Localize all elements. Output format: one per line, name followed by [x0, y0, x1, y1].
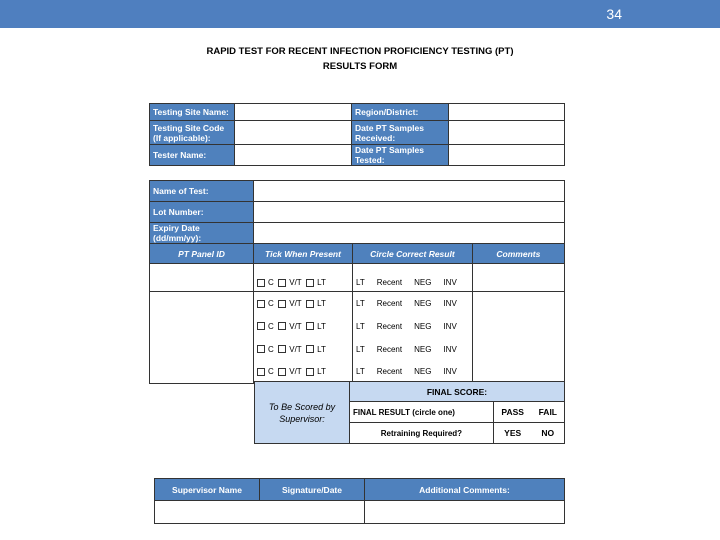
checkbox-vt[interactable]: [278, 368, 286, 376]
checkbox-c[interactable]: [257, 300, 265, 308]
date-received-field[interactable]: [449, 121, 565, 145]
date-received-label: Date PT Samples Received:: [352, 121, 449, 145]
tick-cell: C V/T LT: [254, 292, 353, 315]
checkbox-lt[interactable]: [306, 345, 314, 353]
tester-name-field[interactable]: [235, 145, 352, 166]
no-option[interactable]: NO: [532, 423, 565, 444]
lot-number-label: Lot Number:: [150, 202, 254, 223]
comments-cell[interactable]: [472, 292, 564, 384]
scored-by-supervisor-label: To Be Scored by Supervisor:: [255, 382, 350, 444]
header-bar: [0, 0, 720, 28]
header-tick-when-present: Tick When Present: [254, 244, 353, 264]
table-row: [150, 292, 565, 315]
checkbox-vt[interactable]: [278, 279, 286, 287]
fail-option[interactable]: FAIL: [532, 402, 565, 423]
testing-site-code-label: Testing Site Code (If applicable):: [150, 121, 235, 145]
header-supervisor-name: Supervisor Name: [155, 479, 260, 501]
name-of-test-field[interactable]: [254, 181, 565, 202]
form-subtitle: RESULTS FORM: [322, 61, 398, 72]
header-comments: Comments: [472, 244, 564, 264]
date-tested-label: Date PT Samples Tested:: [352, 145, 449, 166]
tick-cell: C V/T LT: [254, 264, 353, 292]
scoring-table: [254, 381, 565, 444]
checkbox-lt[interactable]: [306, 368, 314, 376]
supervisor-name-signature-field[interactable]: [155, 501, 365, 524]
tester-name-label: Tester Name:: [150, 145, 235, 166]
tick-cell: C V/T LT: [254, 315, 353, 338]
region-district-label: Region/District:: [352, 104, 449, 121]
header-circle-correct-result: Circle Correct Result: [353, 244, 473, 264]
header-additional-comments: Additional Comments:: [365, 479, 565, 501]
tick-cell: C V/T LT: [254, 338, 353, 361]
pass-option[interactable]: PASS: [493, 402, 531, 423]
test-results-table: [149, 180, 565, 384]
final-result-label: FINAL RESULT (circle one): [350, 402, 494, 423]
checkbox-c[interactable]: [257, 279, 265, 287]
header-signature-date: Signature/Date: [260, 479, 365, 501]
date-tested-field[interactable]: [449, 145, 565, 166]
header-pt-panel-id: PT Panel ID: [150, 244, 254, 264]
checkbox-c[interactable]: [257, 345, 265, 353]
final-score-label: FINAL SCORE:: [350, 382, 565, 402]
site-info-table: [149, 103, 565, 166]
testing-site-name-label: Testing Site Name:: [150, 104, 235, 121]
form-title: RAPID TEST FOR RECENT INFECTION PROFICIENCY TESTING (PT): [206, 46, 514, 57]
result-cell[interactable]: LT Recent NEG INV: [353, 361, 473, 384]
additional-comments-field[interactable]: [365, 501, 565, 524]
result-cell[interactable]: LT Recent NEG INV: [353, 338, 473, 361]
result-cell[interactable]: LT Recent NEG INV: [353, 292, 473, 315]
table-row: [150, 264, 565, 292]
panel-id-cell[interactable]: [150, 264, 254, 292]
checkbox-vt[interactable]: [278, 322, 286, 330]
testing-site-name-field[interactable]: [235, 104, 352, 121]
checkbox-lt[interactable]: [306, 279, 314, 287]
result-cell[interactable]: LT Recent NEG INV: [353, 264, 473, 292]
checkbox-vt[interactable]: [278, 300, 286, 308]
panel-id-cell[interactable]: [150, 292, 254, 384]
supervisor-table: [154, 478, 565, 524]
checkbox-lt[interactable]: [306, 322, 314, 330]
retraining-label: Retraining Required?: [350, 423, 494, 444]
checkbox-c[interactable]: [257, 368, 265, 376]
checkbox-vt[interactable]: [278, 345, 286, 353]
checkbox-c[interactable]: [257, 322, 265, 330]
name-of-test-label: Name of Test:: [150, 181, 254, 202]
expiry-date-field[interactable]: [254, 223, 565, 244]
slide-number: 34: [606, 6, 622, 22]
yes-option[interactable]: YES: [493, 423, 531, 444]
tick-cell: C V/T LT: [254, 361, 353, 384]
checkbox-lt[interactable]: [306, 300, 314, 308]
result-cell[interactable]: LT Recent NEG INV: [353, 315, 473, 338]
testing-site-code-field[interactable]: [235, 121, 352, 145]
comments-cell[interactable]: [472, 264, 564, 292]
expiry-date-label: Expiry Date (dd/mm/yy):: [150, 223, 254, 244]
lot-number-field[interactable]: [254, 202, 565, 223]
region-district-field[interactable]: [449, 104, 565, 121]
